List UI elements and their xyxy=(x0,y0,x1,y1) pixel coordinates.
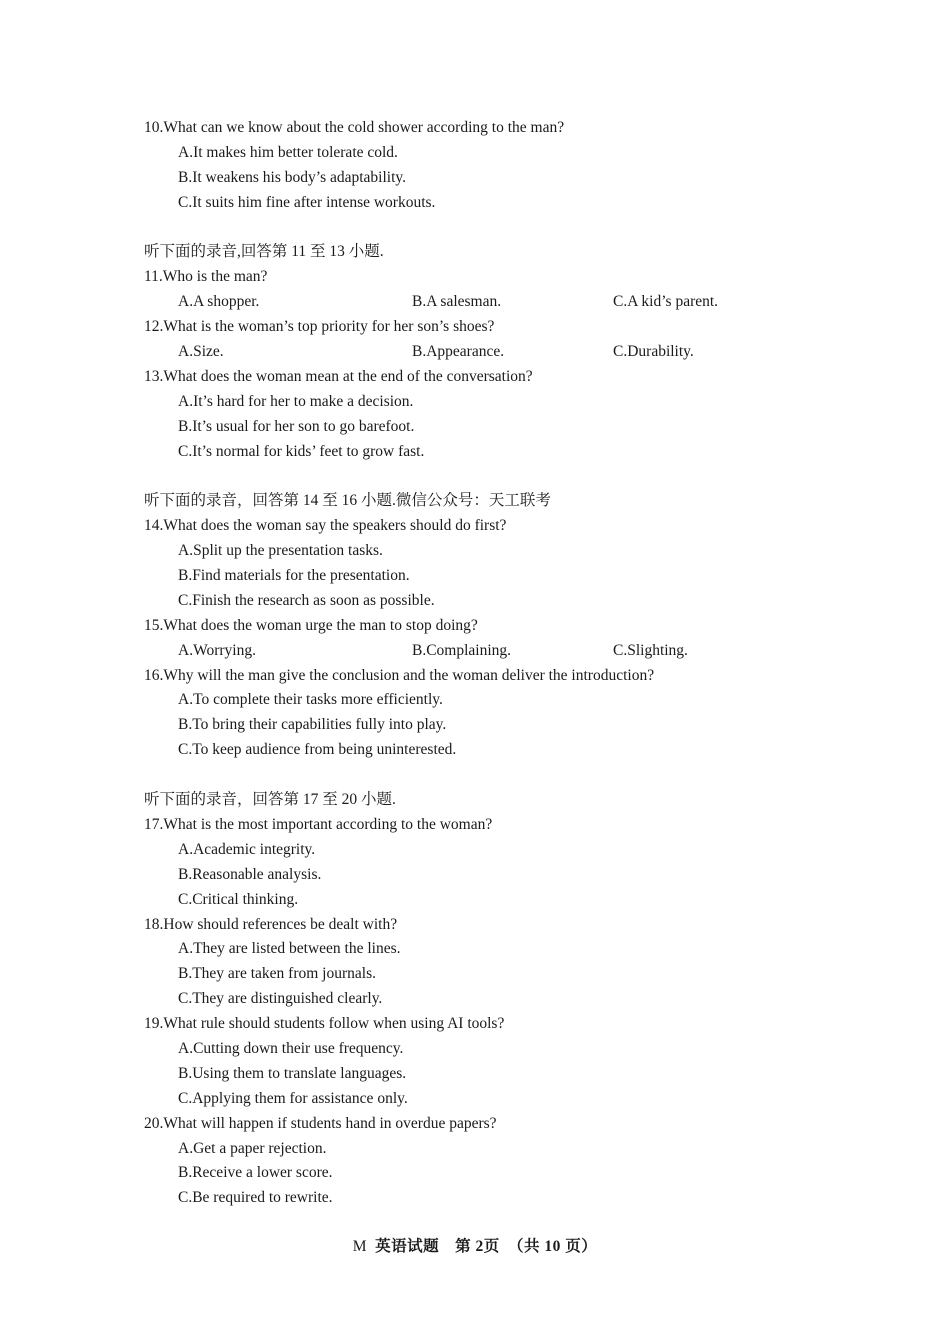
question-10-stem: 10.What can we know about the cold shower according to the man? xyxy=(144,119,565,136)
question-17-stem: 17.What is the most important according to the woman? xyxy=(144,815,493,833)
question-list xyxy=(144,116,844,1211)
question-10-option-b: B.It weakens his body’s adaptability. xyxy=(178,168,407,186)
question-13-stem: 13.What does the woman mean at the end of the conversation? xyxy=(144,367,533,385)
question-13-option-b: B.It’s usual for her son to go barefoot. xyxy=(178,417,415,435)
question-13-option-c: C.It’s normal for kids’ feet to grow fast. xyxy=(178,442,425,460)
question-10-option-a: A.It makes him better tolerate cold. xyxy=(178,143,398,161)
question-14-option-a: A.Split up the presentation tasks. xyxy=(178,542,383,560)
question-19-option-c: C.Applying them for assistance only. xyxy=(178,1089,408,1107)
question-14-option-b: B.Find materials for the presentation. xyxy=(178,567,410,585)
question-15-option-a: A.Worrying. xyxy=(178,641,256,659)
question-12-option-b: B.Appearance. xyxy=(412,343,505,361)
question-15-option-b: B.Complaining. xyxy=(412,641,512,659)
question-19-stem: 19.What rule should students follow when using AI tools? xyxy=(144,1015,505,1033)
footer-series-label: M xyxy=(352,1238,368,1255)
section-heading-14-16: 听下面的录音，回答第 14 至 16 小题.微信公众号：天工联考 xyxy=(144,492,551,510)
question-15-option-c: C.Slighting. xyxy=(613,641,688,659)
question-20-option-c: C.Be required to rewrite. xyxy=(178,1189,333,1207)
question-12-option-c: C.Durability. xyxy=(613,343,694,361)
question-20-option-b: B.Receive a lower score. xyxy=(178,1164,333,1182)
question-18-stem: 18.How should references be dealt with? xyxy=(144,915,398,933)
question-14-stem: 14.What does the woman say the speakers should do first? xyxy=(144,517,507,535)
question-17-option-c: C.Critical thinking. xyxy=(178,890,299,908)
question-14-option-c: C.Finish the research as soon as possible. xyxy=(178,591,435,609)
spacer xyxy=(144,763,844,788)
question-18-option-b: B.They are taken from journals. xyxy=(178,965,376,983)
question-19-option-a: A.Cutting down their use frequency. xyxy=(178,1039,404,1057)
question-11-option-c: C.A kid’s parent. xyxy=(613,293,719,311)
section-heading-17-20: 听下面的录音，回答第 17 至 20 小题. xyxy=(144,791,396,809)
question-11-stem: 11.Who is the man? xyxy=(144,268,268,286)
question-10-option-c: C.It suits him fine after intense workouts. xyxy=(178,193,436,211)
question-20-stem: 20.What will happen if students hand in overdue papers? xyxy=(144,1114,497,1132)
page-footer xyxy=(0,1234,950,1256)
question-11-option-b: B.A salesman. xyxy=(412,293,502,311)
question-16-option-c: C.To keep audience from being uninterested. xyxy=(178,741,457,759)
question-15-stem: 15.What does the woman urge the man to stop doing? xyxy=(144,616,478,634)
section-heading-11-13: 听下面的录音,回答第 11 至 13 小题. xyxy=(144,243,384,261)
question-16-option-b: B.To bring their capabilities fully into play. xyxy=(178,716,447,734)
question-11-options xyxy=(144,290,844,315)
question-19-option-b: B.Using them to translate languages. xyxy=(178,1064,407,1082)
question-15-options xyxy=(144,639,844,664)
question-13-option-a: A.It’s hard for her to make a decision. xyxy=(178,392,414,410)
question-17-option-a: A.Academic integrity. xyxy=(178,840,316,858)
question-18-option-c: C.They are distinguished clearly. xyxy=(178,990,383,1008)
question-18-option-a: A.They are listed between the lines. xyxy=(178,940,401,958)
question-12-stem: 12.What is the woman’s top priority for her son’s shoes? xyxy=(144,318,495,336)
question-11-option-a: A.A shopper. xyxy=(178,293,260,311)
footer-page-info: 英语试题 第 2页 （共 10 页） xyxy=(375,1238,598,1255)
spacer xyxy=(144,216,844,241)
question-16-option-a: A.To complete their tasks more efficiently. xyxy=(178,691,443,709)
spacer xyxy=(144,464,844,489)
question-16-stem: 16.Why will the man give the conclusion and the woman deliver the introduction? xyxy=(144,666,655,684)
question-17-option-b: B.Reasonable analysis. xyxy=(178,865,322,883)
question-12-options xyxy=(144,340,844,365)
question-12-option-a: A.Size. xyxy=(178,343,224,361)
question-20-option-a: A.Get a paper rejection. xyxy=(178,1139,327,1157)
